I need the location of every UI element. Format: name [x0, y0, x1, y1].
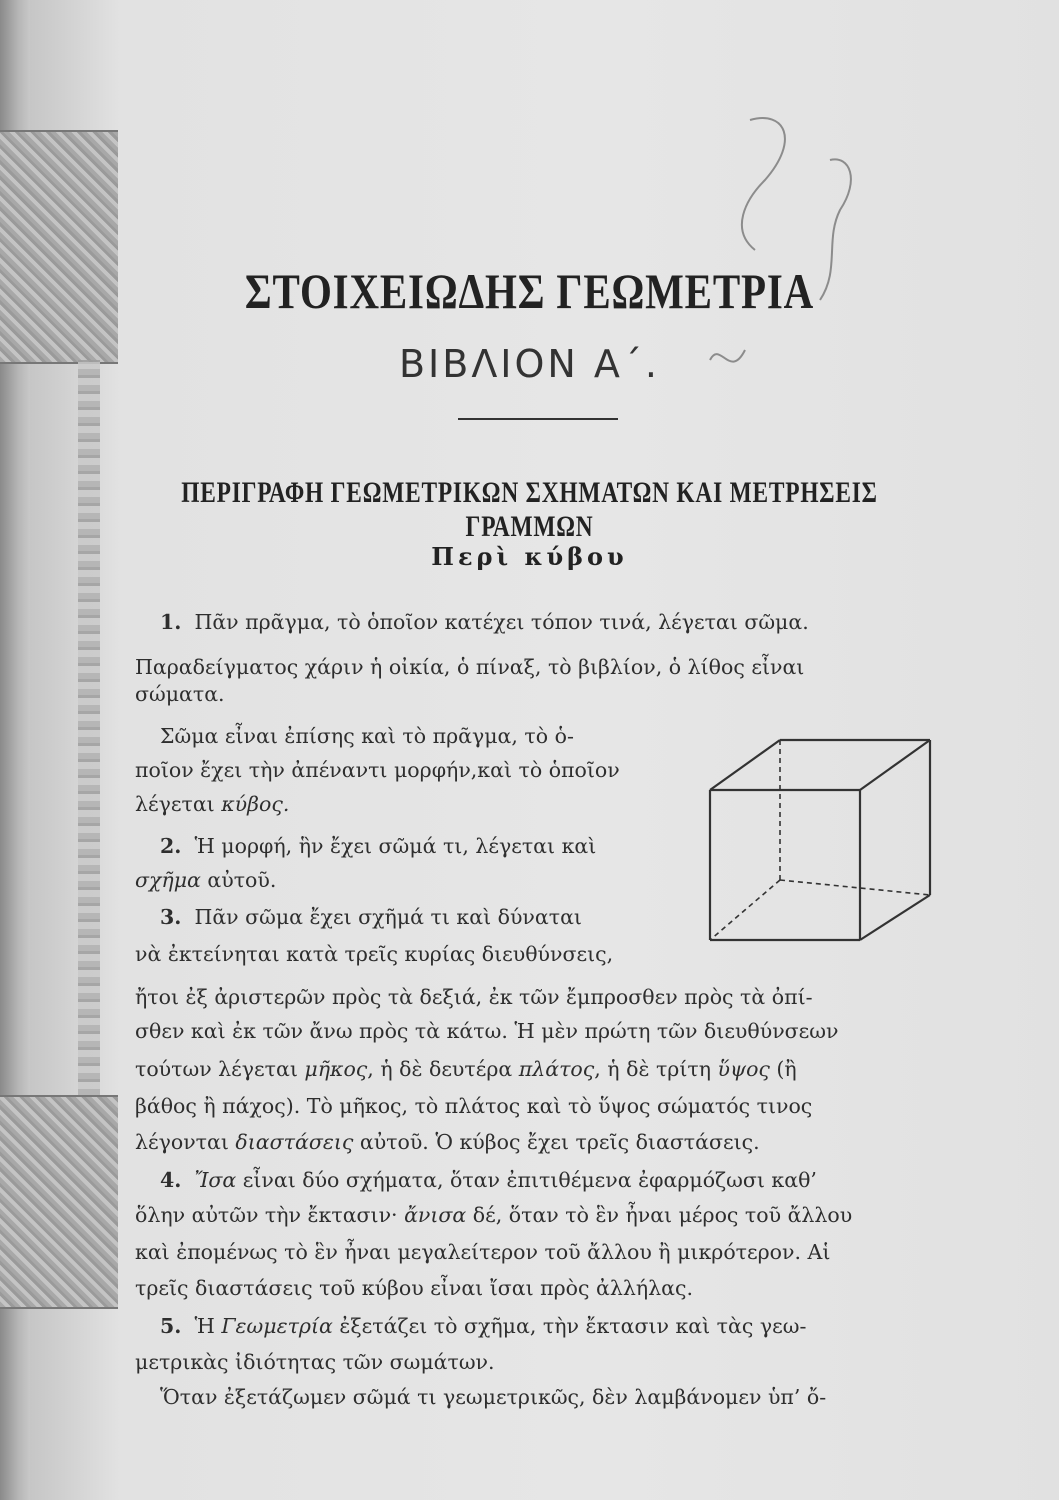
- paragraph-number: 4.: [160, 1168, 182, 1192]
- text-line: [135, 1130, 760, 1154]
- text-line: [160, 610, 809, 634]
- italic-term: ὕψος: [717, 1057, 770, 1081]
- paragraph-number: 3.: [160, 905, 182, 929]
- text-span: (ἢ: [769, 1057, 797, 1081]
- text-line: [160, 1168, 817, 1192]
- italic-term: Ἴσα: [194, 1168, 237, 1192]
- text-span: αὐτοῦ. Ὁ κύβος ἔχει τρεῖς διαστάσεις.: [353, 1130, 760, 1154]
- text-span: εἶναι δύο σχήματα, ὅταν ἐπιτιθέμενα ἐφαρμόζωσι καθ’: [236, 1168, 817, 1192]
- text-span: Ἡ: [194, 1314, 222, 1338]
- binding-strip: [78, 360, 100, 1095]
- text-span: δέ, ὅταν τὸ ἓν ἦναι μέρος τοῦ ἄλλου: [466, 1203, 853, 1227]
- text-line: [135, 868, 276, 892]
- binding-tape-top: [0, 130, 118, 364]
- text-span: ὅλην αὐτῶν τὴν ἔκτασιν·: [135, 1203, 405, 1227]
- main-title: ΣΤΟΙΧΕΙΩΔΗΣ ΓΕΩΜΕΤΡΙΑ: [244, 263, 815, 319]
- text-line: Παραδείγματος χάριν ἡ οἰκία, ὁ πίναξ, τὸ βιβλίον, ὁ λίθος εἶναι: [135, 655, 805, 679]
- text-span: ἐξετάζει τὸ σχῆμα, τὴν ἔκτασιν καὶ τὰς γεω-: [332, 1314, 807, 1338]
- text-span: τούτων λέγεται: [135, 1057, 305, 1081]
- text-line: βάθος ἢ πάχος). Τὸ μῆκος, τὸ πλάτος καὶ τὸ ὕψος σώματός τινος: [135, 1094, 813, 1118]
- text-line: μετρικὰς ἰδιότητας τῶν σωμάτων.: [135, 1350, 495, 1374]
- text-span: αὐτοῦ.: [200, 868, 277, 892]
- text-line: [160, 834, 596, 858]
- text-line: [135, 1057, 797, 1081]
- subsection-title: Περὶ κύβου: [431, 542, 628, 571]
- text-line: Ὅταν ἐξετάζωμεν σῶμά τι γεωμετρικῶς, δὲν λαμβάνομεν ὑπ’ ὄ-: [160, 1385, 827, 1409]
- text-span: Πᾶν πρᾶγμα, τὸ ὁποῖον κατέχει τόπον τινά, λέγεται σῶμα.: [194, 610, 809, 634]
- italic-term: διαστάσεις: [235, 1130, 354, 1154]
- text-span: , ἡ δὲ τρίτη: [594, 1057, 718, 1081]
- title-divider: [458, 418, 618, 420]
- italic-term: κύβος.: [221, 792, 290, 816]
- cube-wireframe-icon: [700, 730, 940, 950]
- text-span: λέγεται: [135, 792, 222, 816]
- text-line: [160, 1314, 806, 1338]
- text-line: ποῖον ἔχει τὴν ἀπέναντι μορφήν,καὶ τὸ ὁποῖον: [135, 758, 620, 782]
- text-span: λέγονται: [135, 1130, 236, 1154]
- italic-term: ἄνισα: [404, 1203, 467, 1227]
- italic-term: πλάτος: [518, 1057, 595, 1081]
- text-line: σθεν καὶ ἐκ τῶν ἄνω πρὸς τὰ κάτω. Ἡ μὲν πρώτη τῶν διευθύνσεων: [135, 1019, 839, 1043]
- binding-tape-bottom: [0, 1095, 118, 1309]
- text-span: Ἡ μορφή, ἣν ἔχει σῶμά τι, λέγεται καὶ: [194, 834, 597, 858]
- paragraph-number: 2.: [160, 834, 182, 858]
- italic-term: μῆκος: [304, 1057, 368, 1081]
- text-span: , ἡ δὲ δευτέρα: [367, 1057, 519, 1081]
- text-line: [135, 1203, 852, 1227]
- text-line: νὰ ἐκτείνηται κατὰ τρεῖς κυρίας διευθύνσεις,: [135, 942, 614, 966]
- text-line: Σῶμα εἶναι ἐπίσης καὶ τὸ πρᾶγμα, τὸ ὁ-: [160, 724, 574, 748]
- italic-term: σχῆμα: [135, 868, 201, 892]
- text-span: Πᾶν σῶμα ἔχει σχῆμά τι καὶ δύναται: [194, 905, 582, 929]
- text-line: τρεῖς διαστάσεις τοῦ κύβου εἶναι ἴσαι πρὸς ἀλλήλας.: [135, 1276, 693, 1300]
- text-line: ἤτοι ἐξ ἀριστερῶν πρὸς τὰ δεξιά, ἐκ τῶν ἔμπροσθεν πρὸς τὰ ὀπί-: [135, 985, 813, 1009]
- italic-term: Γεωμετρία: [221, 1314, 333, 1338]
- paragraph-number: 5.: [160, 1314, 182, 1338]
- section-title: ΠΕΡΙΓΡΑΦΗ ΓΕΩΜΕΤΡΙΚΩΝ ΣΧΗΜΑΤΩΝ ΚΑΙ ΜΕΤΡΗΣΕΙΣ ΓΡΑΜΜΩΝ: [181, 476, 878, 543]
- text-line: [135, 792, 289, 816]
- text-line: σώματα.: [135, 682, 225, 706]
- book-title: ΒΙΒΛΙΟΝ Α΄.: [398, 342, 661, 386]
- text-line: καὶ ἐπομένως τὸ ἓν ἦναι μεγαλείτερον τοῦ ἄλλου ἢ μικρότερον. Αἱ: [135, 1240, 831, 1264]
- paragraph-number: 1.: [160, 610, 182, 634]
- text-line: [160, 905, 582, 929]
